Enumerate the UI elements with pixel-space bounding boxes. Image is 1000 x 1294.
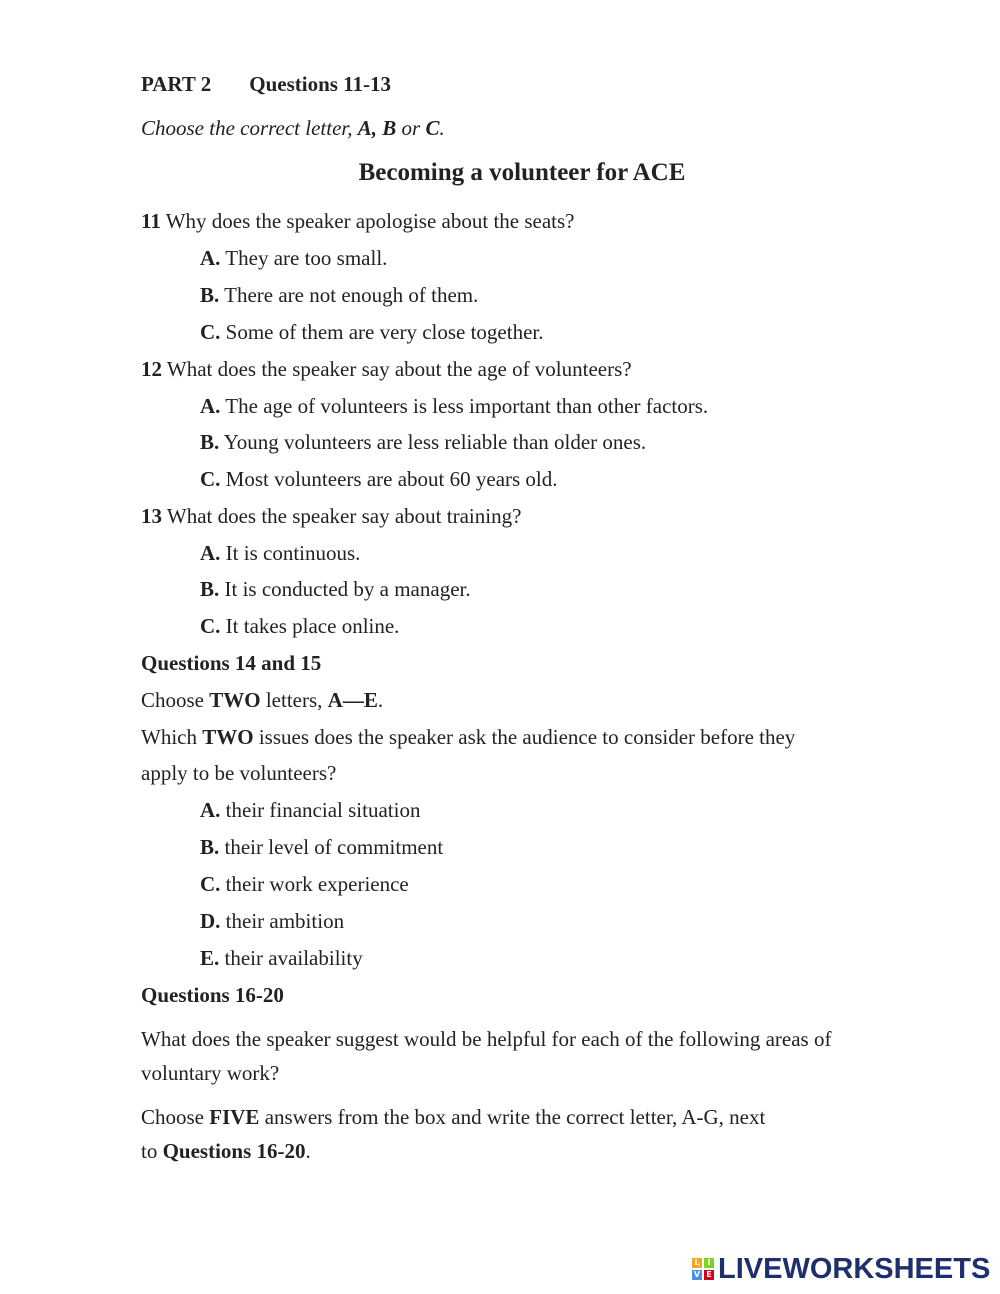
instruction-choose-five-line2: to Questions 16-20. [141,1139,311,1163]
instruction-choose-five: Choose FIVE answers from the box and write the correct letter, A-G, next [141,1105,766,1129]
section-heading-16-20: Questions 16-20 [141,983,284,1007]
instruction-choose-letter: Choose the correct letter, A, B or C. [141,116,445,140]
option-14-a: A. their financial situation [200,798,421,822]
option-14-d: D. their ambition [200,909,345,933]
option-14-e: E. their availability [200,946,363,970]
logo-mark-cell: E [704,1270,714,1280]
page-title: Becoming a volunteer for ACE [358,159,686,186]
instruction-choose-two: Choose TWO letters, A—E. [141,688,384,712]
option-13-a: A. It is continuous. [200,541,361,565]
question-14-15-line2: apply to be volunteers? [141,761,337,785]
option-13-b: B. It is conducted by a manager. [200,577,471,601]
option-12-b: B. Young volunteers are less reliable than older ones. [200,430,647,454]
paragraph-16-20-line1: What does the speaker suggest would be helpful for each of the following areas of [141,1027,832,1051]
section-heading-14-15: Questions 14 and 15 [141,651,322,675]
option-11-c: C. Some of them are very close together. [200,320,544,344]
liveworksheets-logo [692,1254,990,1284]
part-header: PART 2 Questions 11-13 [141,72,392,96]
option-13-c: C. It takes place online. [200,614,400,638]
option-12-a: A. The age of volunteers is less important than other factors. [200,394,709,418]
liveworksheets-logo-icon [692,1258,714,1280]
option-11-b: B. There are not enough of them. [200,283,479,307]
option-14-b: B. their level of commitment [200,835,444,859]
question-12: 12 What does the speaker say about the age of volunteers? [141,357,632,381]
logo-mark-cell: I [704,1258,714,1268]
logo-mark-cell: V [693,1270,701,1279]
logo-mark-cell: L [692,1258,702,1268]
question-13: 13 What does the speaker say about training? [141,504,522,528]
paragraph-16-20-line2: voluntary work? [141,1061,280,1085]
option-14-c: C. their work experience [200,872,409,896]
option-12-c: C. Most volunteers are about 60 years old. [200,467,558,491]
question-14-15-line1: Which TWO issues does the speaker ask the audience to consider before they [141,725,796,749]
option-11-a: A. They are too small. [200,246,388,270]
question-11: 11 Why does the speaker apologise about the seats? [141,209,575,233]
logo-text: LIVEWORKSHEETS [718,1252,991,1285]
